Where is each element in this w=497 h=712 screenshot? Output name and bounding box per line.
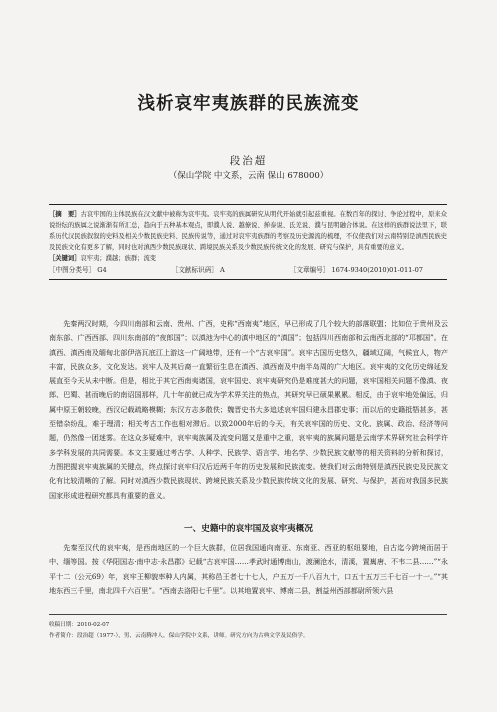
received-date: 2010-02-07 bbox=[76, 622, 110, 628]
clc-value: G4 bbox=[97, 266, 107, 275]
abstract-text: 古哀牢国的主体民族在汉文献中被称为哀牢夷。哀牢夷的族属研究从明代开始就引起兹重视。在数百年的探讨、争论过程中，原来众说纷纭的族属之说渐渐有所汇总，趋向于五种基本观点，即濮人说、越僚说、掸泰说、氐羌说、濮与昆明融合体说。在这样的族群说法里下，联系历代汉民族叙叙的史料及相关少数民族史料、民族传说等，通过对哀牢夷族群的考察及历史源流的梳理，不仅使我们对云南特别是滇西民族史及民族文化有更多了解，同时也对滇西少数民族现状、跨境民族关系及少数民族传统文化的发展、研究与保护，具有重要的意义。 bbox=[49, 211, 448, 252]
clc-label: ［中图分类号］ bbox=[49, 266, 96, 275]
received-label: 收稿日期： bbox=[49, 622, 77, 628]
keywords-text: 哀牢夷；濮越；族群；流变 bbox=[80, 255, 157, 263]
author-name: 段治超 bbox=[229, 155, 268, 167]
footnote-author-bio bbox=[49, 631, 447, 639]
classification-row bbox=[49, 264, 447, 276]
author-bio-text: 段治超（1977-），男，云南腾冲人，保山学院中文系，讲师。研究方向为古典文学及民俗学。 bbox=[76, 633, 309, 639]
body-paragraph-1: 先秦两汉时期，今四川南部和云南、贵州、广西，史称“西南夷”地区，早已形成了几个较大的部落联盟；比如位于贵州及云南东部、广西西部、四川东南部的“夜郎国”；以滇池为中心的滇中地区的“滇国”；包括四川西南部和云南西北部的“邛都国”。在滇西、滇西南及缅甸北部伊洛瓦底江上游这一广阔地带，还有一个“古哀牢国”。哀牢古国历史悠久，疆域辽阔，气候宜人，物产丰富，民族众多，文化发达。哀牢人及其后裔一直繁衍生息在滇西、滇西南及中南半岛周的广大地区。哀牢夷的文化历史绵延发展直至今天从未中断。但是，相比于其它西南夷诸国，哀牢国史、哀牢夷研究仍是难度甚大的问题，哀牢国相关问题不像滇、夜郎、巴蜀、甚而晚后的南诏国那样，几十年前就已成为学术界关注的热点，其研究早已硕果累累。相反，由于哀牢地处偏远，归属中原王朝较晚，西汉记载疏略模糊；东汉方志多散佚；魏晋史书大多追述哀牢国归建永昌郡史事；而以后的史籍抵牾甚多，甚至错杂纷乱，难于理清；相关考古工作也相对滞后。以致2000年后的今天，有关哀牢国的历史、文化、族属、政治、经济等问题，仍然像一团迷雾。在这众多疑难中，哀牢夷族属及流变问题又是重中之重，哀牢夷的族属问题是云南学术界研究社会科学许多学科发展的共同需要。本文主要通过考古学、人种学、民族学、语言学、地名学、少数民族文献等的相关资料的分析和探讨，力图把握哀牢夷族属的关键点，终点探讨哀牢归汉后近两千年的历史发展和民族流变。使我们对云南特别是滇西民族史及民族文化有比较清晰的了解。同时对滇西少数民族现状、跨境民族关系及少数民族传统文化的发展、研究、与保护，甚而对我国多民族国家形成进程研究都具有重要的意义。 bbox=[49, 319, 448, 500]
abstract bbox=[49, 208, 447, 253]
document-code bbox=[172, 264, 225, 276]
article-number bbox=[290, 264, 423, 276]
abstract-box bbox=[49, 204, 447, 280]
article-title: 浅析哀牢夷族群的民族流变 bbox=[137, 94, 360, 114]
article-no-label: ［文章编号］ bbox=[289, 266, 330, 275]
keywords bbox=[49, 253, 447, 264]
doc-code-value: A bbox=[220, 266, 225, 275]
article-no-value: 1674-9340(2010)01-011-07 bbox=[331, 266, 423, 275]
abstract-label: ［摘 要］ bbox=[49, 211, 81, 218]
clc-number bbox=[49, 264, 107, 276]
doc-code-label: ［文献标识码］ bbox=[171, 266, 218, 275]
author-affiliation: （保山学院 中文系，云南 保山 678000） bbox=[168, 171, 329, 181]
footnote-received bbox=[49, 620, 447, 628]
author-bio-label: 作者简介： bbox=[49, 633, 77, 639]
footnote-divider bbox=[49, 614, 447, 615]
body-paragraph-2: 先秦至汉代的哀牢夷，是西南地区的一个巨大族群，位居我国通向南亚、东南亚、西亚的枢纽要地，自古迄今跨境而居于中、缅等国。按《华阳国志·南中志·永昌郡》记载“古哀牢国……孝武时通博南山，渡澜沧水，清溪，置嶲唐、不韦二县……”“永平十二（公元69）年，哀牢王柳貌率种人内属，其称邑王者七十七人，户五万一千八百九十，口五十五万三千七百一十一。”“其地东西三千里，南北四千六百里”。“西南去洛阳七千里”。以其地置哀牢、博南二县，割益州西部都尉所领六县 bbox=[49, 543, 448, 595]
keywords-label: ［关键词］ bbox=[49, 255, 81, 263]
section-heading-1: 一、史籍中的哀牢国及哀牢夷概况 bbox=[184, 524, 313, 534]
